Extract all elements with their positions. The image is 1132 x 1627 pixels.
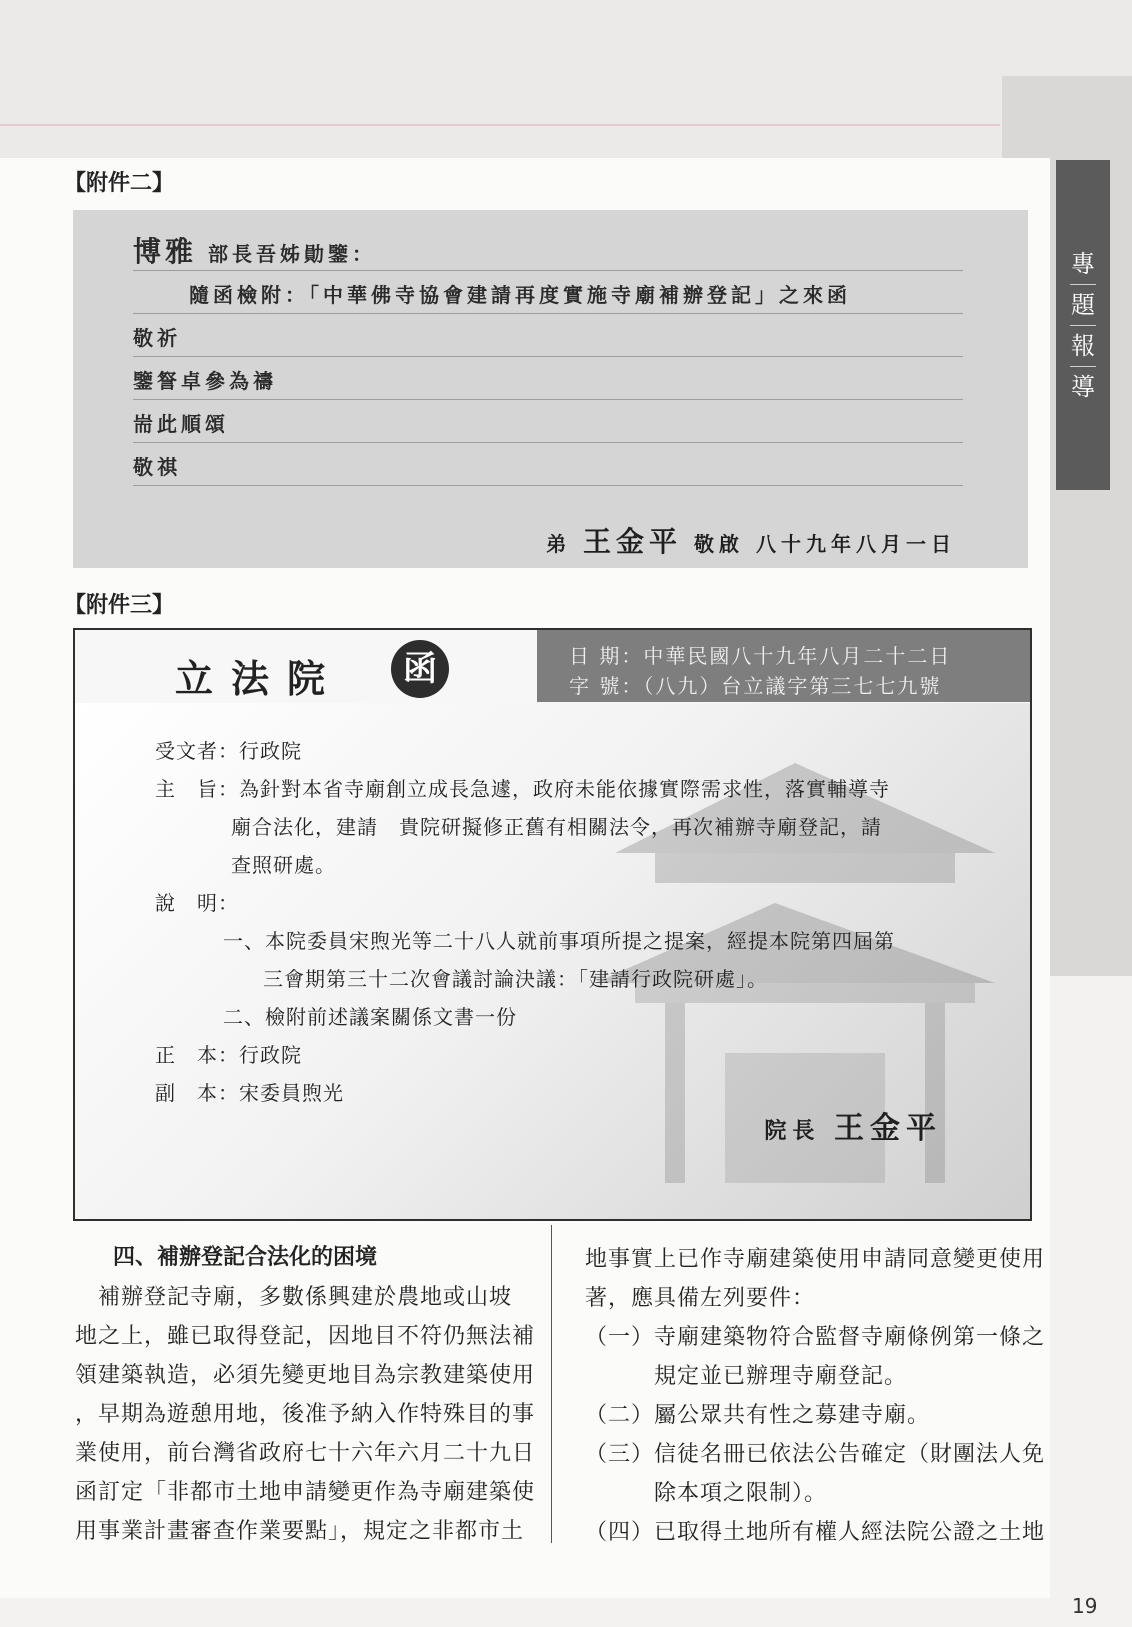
sign-prefix: 弟 [546,532,572,556]
list-item: 除本項之限制）。 [585,1481,828,1506]
memo-explain-item: 三會期第三十二次會議討論決議：「建請行政院研處」。 [263,967,768,991]
letter-salutation [133,228,963,271]
letter-closing: 鑒詧卓參為禱 [133,357,963,400]
paragraph-line: 業使用，前台灣省政府七十六年六月二十九日 [75,1441,536,1466]
article-right-column [585,1240,1046,1552]
memo-date: 日 期：中華民國八十九年八月二十二日 [569,644,952,668]
letter-closing: 耑此順頌 [133,400,963,443]
letter-closing: 敬祈 [133,314,963,357]
memo-copy-cc: 副 本：宋委員煦光 [155,1081,344,1105]
section-tab-char: 題 [1071,290,1095,319]
list-item: （四）已取得土地所有權人經法院公證之土地 [585,1520,1046,1545]
attachment3-label: 【附件三】 [64,593,175,618]
memo-explain-item: 一、本院委員宋煦光等二十八人就前事項所提之提案，經提本院第四屆第 [223,929,895,953]
paragraph-line: ，早期為遊憩用地，後准予納入作特殊目的事 [75,1402,536,1427]
salutation-name: 博雅 [133,235,198,268]
attachment2-label: 【附件二】 [64,171,175,196]
list-item: （二）屬公眾共有性之募建寺廟。 [585,1403,931,1428]
memo-subject-line: 主 旨：為針對本省寺廟創立成長急遽，政府未能依據實際需求性，落實輔導寺 [155,777,890,801]
memo-copy-main: 正 本：行政院 [155,1043,302,1067]
paragraph-line: 著，應具備左列要件： [585,1286,816,1311]
sign-suffix: 敬啟 八十九年八月一日 [694,532,956,556]
paragraph-line: 用事業計畫審查作業要點」，規定之非都市土 [75,1519,525,1544]
memo-meta [537,630,1030,702]
letter-signature [546,520,956,560]
section-tab-char: 報 [1071,331,1095,360]
memo-type-badge: 函 [391,640,449,698]
page-number: 19 [1072,1594,1098,1618]
paragraph-line: 函訂定「非都市土地申請變更作為寺廟建築使 [75,1480,536,1505]
memo-sign-name: 王金平 [834,1111,942,1146]
attachment2-letter [73,210,1028,568]
letter-closing: 敬祺 [133,443,963,486]
sign-name: 王金平 [583,525,683,558]
section-tab-char: 專 [1071,249,1095,278]
memo-subject-line: 廟合法化，建請 貴院研擬修正舊有相關法令，再次補辦寺廟登記，請 [231,815,882,839]
paragraph-line: 領建築執造，必須先變更地目為宗教建築使用 [75,1363,536,1388]
column-divider [551,1225,552,1543]
paragraph-line: 地之上，雖已取得登記，因地目不符仍無法補 [75,1324,536,1349]
list-item: （三）信徒名冊已依法公告確定（財團法人免 [585,1442,1046,1467]
section-tab-char: 導 [1071,372,1095,401]
attachment3-memo [73,628,1032,1221]
list-item: （一）寺廟建築物符合監督寺廟條例第一條之 [585,1325,1046,1350]
memo-body [75,703,1030,1219]
memo-sign-title: 院長 [764,1118,821,1144]
section-tab [1056,160,1110,490]
list-item: 規定並已辦理寺廟登記。 [585,1364,908,1389]
memo-explain-label: 說 明： [155,891,239,915]
salutation-rest: 部長吾姊勛鑒： [207,242,376,266]
memo-subject-line: 查照研處。 [231,853,336,877]
memo-number: 字 號：（八九）台立議字第三七七九號 [569,674,942,698]
letter-body: 隨函檢附：「中華佛寺協會建請再度實施寺廟補辦登記」之來函 [133,271,963,314]
memo-signature [764,1103,942,1147]
memo-receiver: 受文者：行政院 [155,739,302,763]
memo-org: 立法院 [175,656,344,701]
paragraph-line: 補辦登記寺廟，多數係興建於農地或山坡 [75,1285,513,1310]
memo-explain-item: 二、檢附前述議案關係文書一份 [223,1005,517,1029]
top-rule [0,124,1000,126]
top-margin-band [0,0,1132,158]
section-heading: 四、補辦登記合法化的困境 [113,1245,378,1270]
article-left-column [75,1240,535,1551]
paragraph-line: 地事實上已作寺廟建築使用申請同意變更使用 [585,1247,1046,1272]
